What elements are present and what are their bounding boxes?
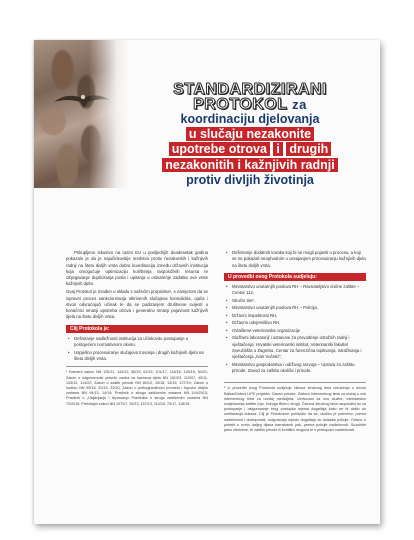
right-column [224, 250, 366, 433]
title-highlight-3: drugih [286, 142, 331, 156]
footnote-1: ¹ Kazneni zakon NN 125/11, 144/12, 56/15, 61/15, 101/17, 118/18, 126/19, 84/21; Zakon o odgovornosti pravnih osoba za kaznena djela NN 151/03, 110/07, 45/11, 143/12, 114/22; Zakon o zaštiti prirode NN 80/13, 15/18, 14/19, 127/19; Zakon o lovstvu NN 99/18, 32/19, 32/20; Zakon o prekograničnom prometu i trgovini divljim vrstama NN 94/13, 14/19; Pravilnik o strogo zaštićenim vrstama NN 144/2013; Pravilnik o „Ukljanjanju i lšporuanju Pravilnika o strogo zaštićenim vrstama NN 73/2016; Prekršajni zakon NN 107/07, 39/13, 157/13, 110/15, 70/17, 118/18 [66, 370, 208, 406]
title-line-3: koordinaciju djelovanja [180, 112, 320, 126]
title-highlight-1: u slučaju nezakonite [186, 127, 314, 141]
participant-item: • Ministarstvo gospodarstva i održivog razvoja – Uprava za zaštitu prirode; Zavod za zaštitu okoliša i prirode. [224, 362, 366, 375]
title-line-4 [134, 127, 366, 142]
left-column [66, 250, 208, 407]
participant-item: • Ovlaštene veterinarske organizacije [224, 328, 366, 334]
intro-paragraph-1: Prikupljeno iskustvo na razini EU u posljednjih dvadesetak godina pokazalo je da je najučinkovitije sredstvo protiv nezakonitih i kažnjivih radnji na štetu divljih vrsta dobra koordinacija između državnih institucija koja omogućuje optimizaciju korištenja raspoloživih resursa te izbjegavanje dupliciranja posla i upitanja u ostvarenje zadatke ove vrste kažnjivih djela. [66, 250, 208, 287]
participant-item: • Stručni tim², [224, 298, 366, 304]
footnote-divider-right [224, 382, 366, 383]
participant-item: • Ministarstvo unutarnjih poslova RH – Ravnateljstvo civilne zaštite – Centar 112, [224, 284, 366, 297]
goal-bullet-2: • Uspješno procesuiranje slučajeva trovanja i drugih kažnjivih djela na štetu divljih vrsta. [66, 350, 208, 363]
title-highlight-2: upotrebe otrova [169, 142, 270, 156]
title-line-7: protiv divljih životinja [186, 173, 314, 187]
participant-item: • Ministarstvo unutarnjih poslova RH – Policija, [224, 305, 366, 311]
intro-paragraph-2: Ovaj Protokol je izrađen u skladu s važećim propisima¹, s namjerom da se ispravni proces sankcioniranja otkrivenih slučajeva konsolidira, ojača i stvori odvraćajući učinak te da se podizanjem društvene svijesti u konačnici smanji upotreba otrova i generalno smanji pojavnost kažnjivih djela na štetu divljih vrsta. [66, 289, 208, 320]
footnote-2: ² U provedbi ovog Protokola sudjeluje članovi stručnog tima udruženja u okviru BalkanDetect LIFE projekta: Gavari prirode, Zlatovo interventnog tima za slučaj u vrsi interventnog tima za uređaj medicijeta, Ueršovani za ovu službe, ministarstvo sudjelovanja zaštite (npr. Udruga Biom i drugi). Članovi stručnog tima raspoloživi su za postupanje i osiguravanje brog postupka mjesta događaja kako ne bi došlo do uništavanja dokaza. Cilj je Protokolom predvidio da se, ukoliko je potrebno, prema nadležnosti i dostupnosti, osiguravaju mjesto događaja do dolaska policije. Ovisno o potrebi u svrhu daljeg dijava tramskamk pak, prema policije nadležnosti. Suzoblite jamo otkrivene, te zaštitu prirode ili kontlitici moguća te s prekopnim nadležnosti. [224, 386, 366, 432]
title-line-6 [134, 158, 366, 173]
goal-heading: Cilj Protokola je: [66, 325, 208, 333]
document-title [134, 82, 366, 188]
title-highlight-4: nezakonitih i kažnjivih radnji [162, 158, 337, 172]
title-line-1: STANDARDIZIRANI [173, 81, 327, 98]
participant-item: • Službeni laboratoriji i ustanove za provođenje istražnih radnji i vještačenja: Hrvatski veterinarski institut, Veterinarski fakultet Sveučilišta u Zagrebu, Centar za forenzična ispitivanja, istraživanja i vještačenja „Ivan Vučetić", [224, 335, 366, 360]
footnote-divider [66, 366, 208, 367]
participant-item: • Državni inspektorat RH, [224, 313, 366, 319]
scope-bullet-top: • Definiranje dodatnih koraka koji bi se mogli pojaviti u procesu, a koji se ne pokazali neophodnim u usvajanjem procesuiranju kažnjivih djela na štetu divljih vrsta. [224, 250, 366, 269]
vulture-icon [52, 88, 112, 110]
title-protokol: PROTOKOL [193, 96, 288, 113]
vulture-photo [34, 40, 129, 188]
title-za: za [292, 97, 307, 112]
title-line-2 [134, 97, 366, 112]
participant-item: • Državno odvjetništvo RH, [224, 320, 366, 326]
participants-heading: U provedbi ovog Protokola sudjeluju: [224, 273, 366, 281]
goal-bullet-1: • Definiranje nadležnosti institucija za učinkovito postupanje u postojećem normativnom okviru. [66, 336, 208, 349]
title-highlight-i: i [273, 142, 282, 156]
title-line-5 [134, 142, 366, 157]
document-page [34, 40, 380, 524]
